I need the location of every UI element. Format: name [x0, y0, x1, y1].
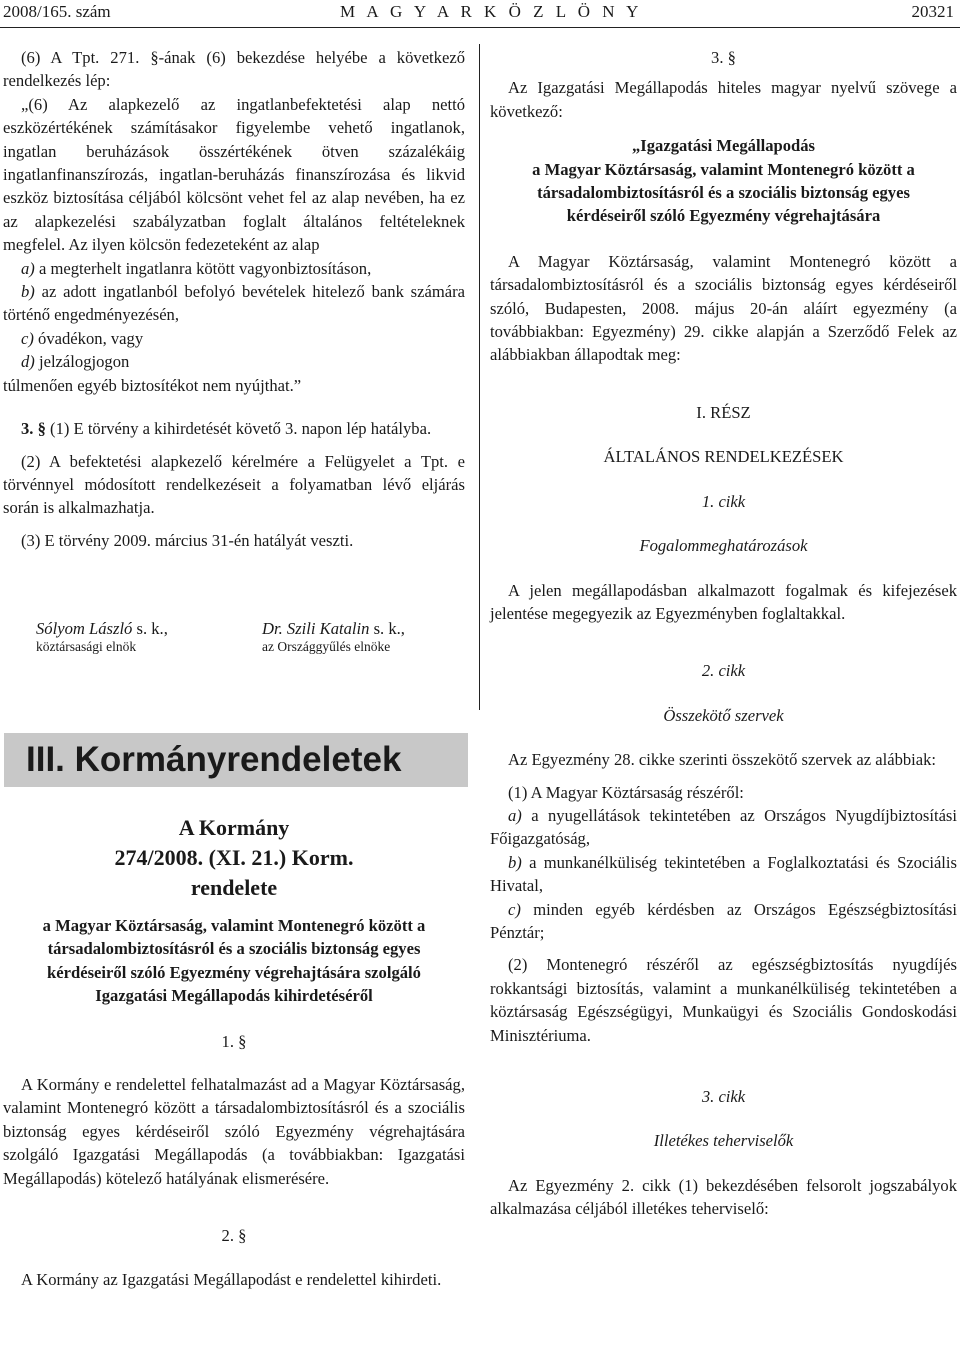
left-column-lower: [3, 813, 465, 1292]
section-3-para-1: 3. § (1) E törvény a kihirdetését követő 3. napon lép hatályba.: [21, 419, 432, 439]
journal-title: M A G Y A R K Ö Z L Ö N Y: [340, 2, 643, 21]
article-2-item-b: b) a munkanélküliség tekintetében a Foglalkoztatási és Szociális Hivatal,: [490, 852, 957, 896]
amendment-intro: (6) A Tpt. 271. §-ának (6) bekezdése helyébe a következő rendelkezés lép:: [3, 48, 465, 91]
signature-president-title: köztársasági elnök: [36, 639, 137, 654]
decree-issuer: A Kormány: [178, 815, 290, 840]
article-3-title: Illetékes teherviselők: [653, 1131, 794, 1151]
list-item-d: d) jelzálogjogon: [21, 352, 130, 372]
decree-number: 274/2008. (XI. 21.) Korm.: [114, 845, 354, 870]
agreement-intro: Az Igazgatási Megállapodás hiteles magyar nyelvű szövege a következő:: [490, 78, 957, 121]
decree-type: rendelete: [190, 875, 278, 900]
article-2-heading: 2. cikk: [701, 661, 746, 681]
page-header: [0, 0, 960, 28]
section-2-heading: 2. §: [221, 1226, 247, 1246]
amendment-closing: túlmenően egyéb biztosítékot nem nyújthat.”: [3, 375, 302, 395]
signature-speaker-title: az Országgyűlés elnöke: [262, 639, 391, 654]
part-heading: I. RÉSZ: [696, 402, 751, 422]
article-3-heading: 3. cikk: [701, 1087, 746, 1106]
article-2-item-c: c) minden egyéb kérdésben az Országos Egészségbiztosítási Pénztár;: [490, 899, 957, 942]
signature-president: Sólyom László s. k., köztársasági elnök: [36, 619, 226, 655]
article-1-text: A jelen megállapodásban alkalmazott fogalmak és kifejezések jelentése megegyezik az Egyezményben foglaltakkal.: [490, 580, 957, 623]
left-column-upper: [3, 46, 465, 552]
article-3-text: Az Egyezmény 2. cikk (1) bekezdésében felsorolt jogszabályok alkalmazása céljából illetékes teherviselő:: [490, 1175, 957, 1219]
list-item-c: c) óvadékon, vagy: [21, 328, 144, 348]
section-1-heading: 1. §: [221, 1031, 247, 1051]
issue-number: 2008/165. szám: [3, 2, 111, 21]
article-2-title: Összekötő szervek: [663, 705, 784, 725]
agreement-subtitle: a Magyar Köztársaság, valamint Montenegró között a társadalombiztosításról és a szociális biztonság egyes kérdéseiről szóló Egyezmény végrehajtására: [532, 159, 915, 226]
section-1-text: A Kormány e rendelettel felhatalmazást ad a Magyar Köztársaság, valamint Montenegró között a társadalombiztosításról és a szociális biztonság egyes kérdéseiről szóló Egyezmény végrehajtására szolgáló Igazgatási Megállapodás (a továbbiakban: Igazgatási Megállapodás) kötelező hatályának elismerésére.: [3, 1075, 465, 1188]
agreement-preamble: A Magyar Köztársaság, valamint Montenegró között a társadalombiztosításról és a szociális biztonság egyes kérdéseiről szóló, Budapesten, 2008. május 20-án aláírt egyezmény (a továbbiakban: Egyezmény) 29. cikke alapján a Szerződő Felek az alábbiakban állapodtak meg:: [490, 251, 957, 365]
section-3-heading: 3. §: [711, 48, 736, 67]
article-2-text: Az Egyezmény 28. cikke szerinti összekötő szervek az alábbiak:: [508, 750, 937, 770]
section-2-text: A Kormány az Igazgatási Megállapodást e rendelettel kihirdeti.: [21, 1270, 442, 1290]
signature-speaker: Dr. Szili Katalin s. k., az Országgyűlés elnöke: [262, 619, 462, 655]
column-divider: [479, 44, 480, 710]
article-2-para-2: (2) Montenegró részéről az egészségbiztosítás nyugdíjés rokkantsági biztosítás, valamint a munkanélküliség tekintetében a köztársaság Egészségügyi, Munkaügyi és Szociális Gondoskodási Minisztériuma.: [490, 955, 957, 1045]
right-column: [490, 46, 957, 1221]
article-2-para-1: (1) A Magyar Köztársaság részéről:: [508, 782, 744, 802]
page-number: 20321: [911, 2, 954, 21]
article-2-item-a: a) a nyugellátások tekintetében az Országos Nyugdíjbiztosítási Főigazgatóság,: [490, 805, 957, 849]
amendment-text: „(6) Az alapkezelő az ingatlanbefektetési alap nettó eszközértékének számításakor figyelembe vehető ingatlanok, ingatlan beruházások összértékének ötven százalékáig ingatlanfinanszírozás, ingatlan-beruházás finanszírozása és likvid eszköz biztosítása céljából kölcsönt vehet fel az alap nevében, ha ez az alapkezelési szabályzatban foglalt általános feltételeknek megfelel. Az ilyen kölcsön fedezeteként az alap: [3, 94, 465, 255]
agreement-title: „Igazgatási Megállapodás: [632, 136, 815, 156]
list-item-a: a) a megterhelt ingatlanra kötött vagyonbiztosításon,: [21, 258, 372, 278]
list-item-b: b) az adott ingatlanból befolyó bevételek hitelező bank számára történő engedményezésén,: [3, 282, 465, 325]
section-3-para-2: (2) A befektetési alapkezelő kérelmére a Felügyelet a Tpt. e törvénnyel módosított rendelkezéseit a folyamatban lévő eljárás során is alkalmazhatja.: [3, 451, 465, 518]
article-1-heading: 1. cikk: [701, 491, 746, 511]
section-3-para-3: (3) E törvény 2009. március 31-én hatályát veszti.: [21, 530, 354, 550]
chapter-banner: III. Kormányrendeletek: [4, 733, 468, 787]
decree-subtitle: a Magyar Köztársaság, valamint Montenegró között a társadalombiztosításról és a szociális biztonság egyes kérdéseiről szóló Egyezmény végrehajtására szolgáló Igazgatási Megállapodás kihirdetéséről: [42, 916, 426, 1006]
article-1-title: Fogalommeghatározások: [639, 536, 808, 556]
part-title: ÁLTALÁNOS RENDELKEZÉSEK: [603, 447, 844, 467]
header-rule: [0, 27, 960, 28]
